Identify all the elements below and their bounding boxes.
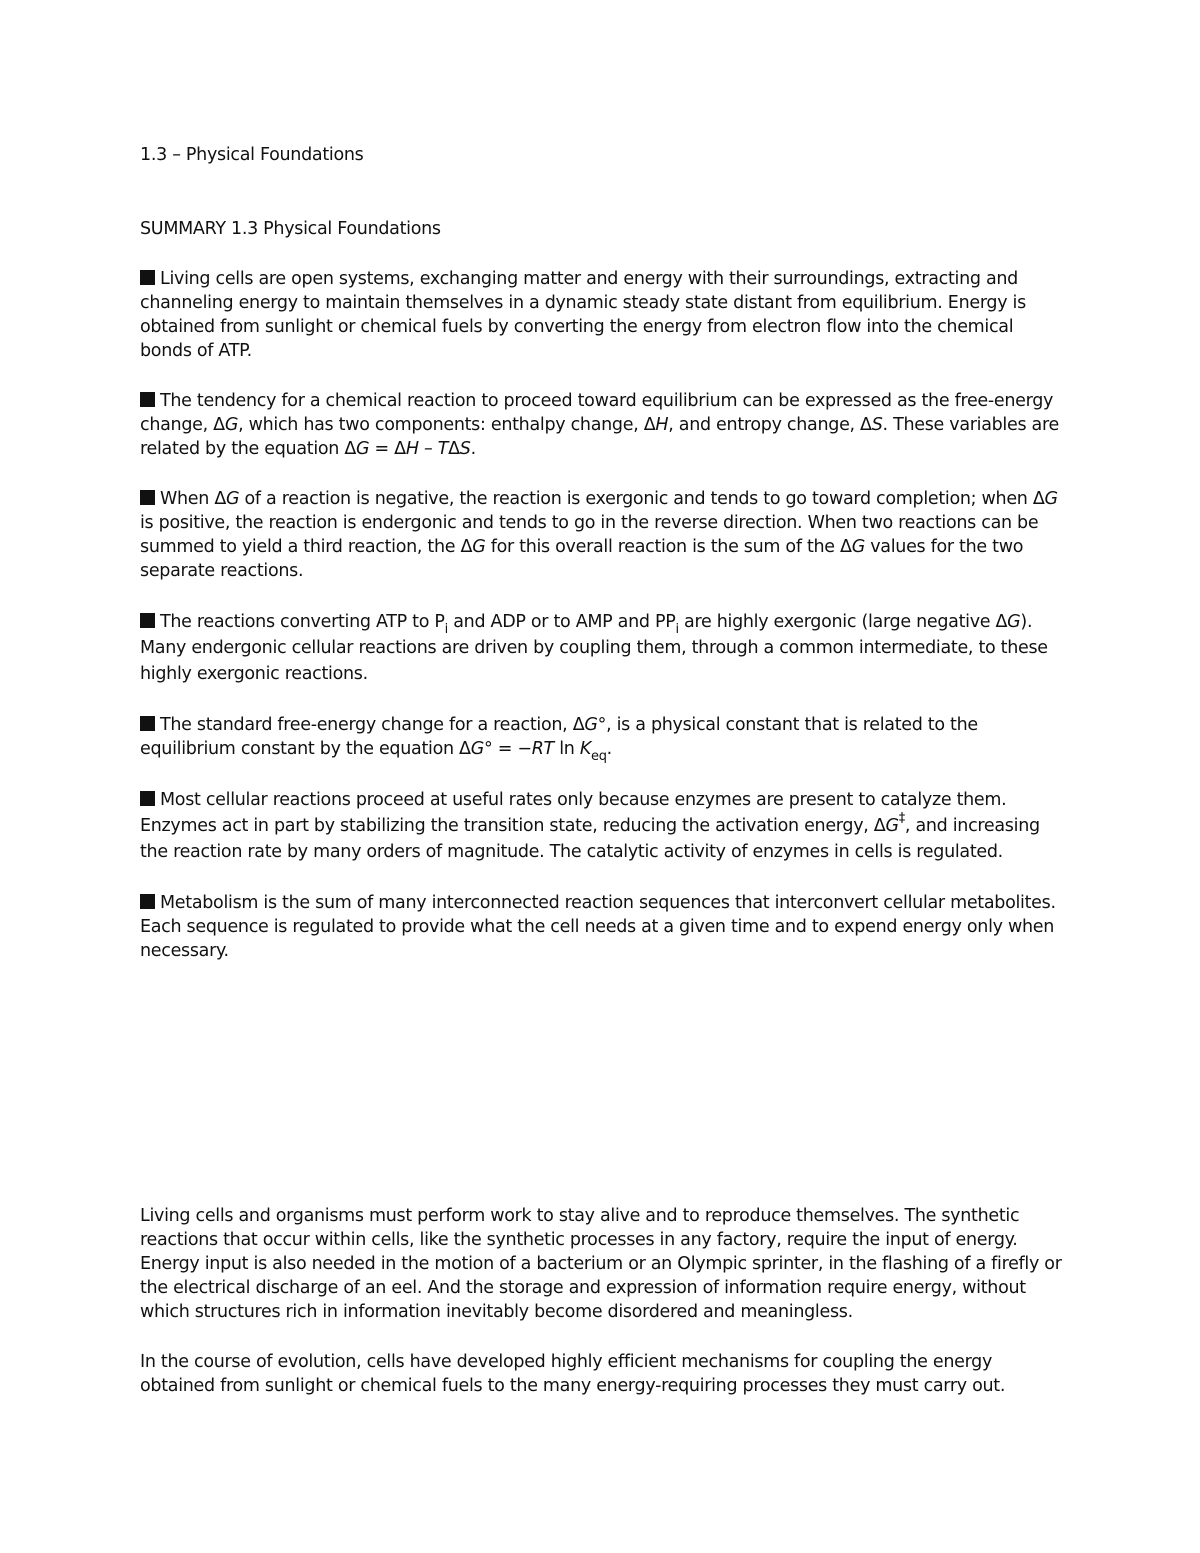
symbol-h: H: [655, 415, 669, 435]
bullet-text: ° = −: [483, 739, 532, 759]
symbol-g: G: [885, 816, 899, 836]
bullet-text: and ADP or to AMP and PP: [447, 612, 676, 632]
subscript-i: i: [444, 622, 448, 637]
square-bullet-icon: [140, 613, 155, 628]
bullet-text: .: [606, 739, 612, 759]
bullet-text: values for the two separate reactions.: [140, 537, 1024, 581]
bullet-text: The reactions converting ATP to P: [160, 612, 445, 632]
square-bullet-icon: [140, 894, 155, 909]
symbol-h: H: [405, 439, 419, 459]
subscript-eq: eq: [591, 749, 607, 764]
bullet-text: , and increasing the reaction rate by many orders of magnitude. The catalytic activity of enzymes in cells is regulated.: [140, 816, 1040, 862]
summary-bullet-enzymes: [140, 787, 1065, 865]
symbol-t: T: [437, 439, 449, 459]
bullet-text: °, is a physical constant that is related to the equilibrium constant by the equation Δ: [140, 715, 978, 759]
symbol-k: K: [579, 739, 592, 759]
bullet-text: The tendency for a chemical reaction to proceed toward equilibrium can be expressed as the free-energy change, Δ: [140, 391, 1054, 435]
square-bullet-icon: [140, 270, 155, 285]
symbol-g: G: [470, 739, 484, 759]
summary-bullet-standard-free-energy: [140, 713, 1065, 764]
body-paragraph-evolution: In the course of evolution, cells have developed highly efficient mechanisms for coupling the energy obtained from sunlight or chemical fuels to the many energy-requiring processes they must carry out.: [140, 1352, 1006, 1396]
bullet-text: Most cellular reactions proceed at useful rates only because enzymes are present to catalyze them. Enzymes act in part by stabilizing the transition state, reducing the activation energy, Δ: [140, 790, 1007, 836]
bullet-text: Δ: [448, 439, 460, 459]
summary-bullet-open-systems: [140, 267, 1065, 363]
summary-bullet-list: [140, 267, 1065, 963]
bullet-text: = Δ: [369, 439, 406, 459]
bullet-text: is positive, the reaction is endergonic and tends to go in the reverse direction. When two reactions can be summed to yield a third reaction, the Δ: [140, 513, 1039, 557]
symbol-s: S: [871, 415, 883, 435]
symbol-g: G: [224, 415, 239, 435]
body-section: [140, 1204, 1065, 1424]
bullet-text: –: [418, 439, 438, 459]
bullet-text: , and entropy change, Δ: [668, 415, 872, 435]
bullet-text: of a reaction is negative, the reaction is exergonic and tends to go toward completion; when Δ: [239, 489, 1045, 509]
bullet-text: ). Many endergonic cellular reactions are driven by coupling them, through a common intermediate, to these highly exergonic reactions.: [140, 612, 1048, 684]
symbol-g: G: [851, 537, 865, 557]
body-paragraph-work: Living cells and organisms must perform work to stay alive and to reproduce themselves. The synthetic reactions that occur within cells, like the synthetic processes in any factory, require the input of energy. Energy input is also needed in the motion of a bacterium or an Olympic sprinter, in the flashing of a firefly or the electrical discharge of an eel. And the storage and expression of information require energy, without which structures rich in information inevitably become disordered and meaningless.: [140, 1206, 1062, 1322]
bullet-text: for this overall reaction is the sum of the Δ: [485, 537, 852, 557]
superscript-double-dagger: ‡: [898, 811, 905, 826]
symbol-g: G: [226, 489, 240, 509]
summary-title: SUMMARY 1.3 Physical Foundations: [140, 219, 441, 239]
bullet-text: When Δ: [160, 489, 226, 509]
symbol-g: G: [584, 715, 598, 735]
summary-section: [140, 143, 1065, 963]
symbol-g: G: [1007, 612, 1021, 632]
bullet-text: .: [470, 439, 476, 459]
bullet-text: Metabolism is the sum of many interconnected reaction sequences that interconvert cellular metabolites. Each sequence is regulated to provide what the cell needs at a given time and to expend energy only when necessary.: [140, 893, 1056, 961]
symbol-g: G: [472, 537, 486, 557]
summary-bullet-free-energy: [140, 389, 1065, 461]
bullet-text: ln: [553, 739, 580, 759]
summary-bullet-atp-hydrolysis: [140, 609, 1065, 687]
symbol-g: G: [1044, 489, 1058, 509]
symbol-s: S: [459, 439, 471, 459]
symbol-g: G: [356, 439, 370, 459]
square-bullet-icon: [140, 716, 155, 731]
summary-bullet-metabolism: [140, 891, 1065, 963]
summary-bullet-delta-g-sign: [140, 487, 1065, 583]
square-bullet-icon: [140, 392, 155, 407]
symbol-rt: RT: [531, 739, 554, 759]
bullet-text: The standard free-energy change for a reaction, Δ: [160, 715, 585, 735]
square-bullet-icon: [140, 791, 155, 806]
bullet-text: . These variables are related by the equation Δ: [140, 415, 1059, 459]
bullet-text: , which has two components: enthalpy change, Δ: [238, 415, 656, 435]
bullet-text: Living cells are open systems, exchanging matter and energy with their surroundings, extracting and channeling energy to maintain themselves in a dynamic steady state distant from equilibrium. Energy is obtained from sunlight or chemical fuels by converting the energy from electron flow into the chemical bonds of ATP.: [140, 269, 1026, 361]
square-bullet-icon: [140, 490, 155, 505]
bullet-text: are highly exergonic (large negative Δ: [678, 612, 1008, 632]
section-heading: 1.3 – Physical Foundations: [140, 145, 364, 165]
subscript-i: i: [675, 622, 679, 637]
